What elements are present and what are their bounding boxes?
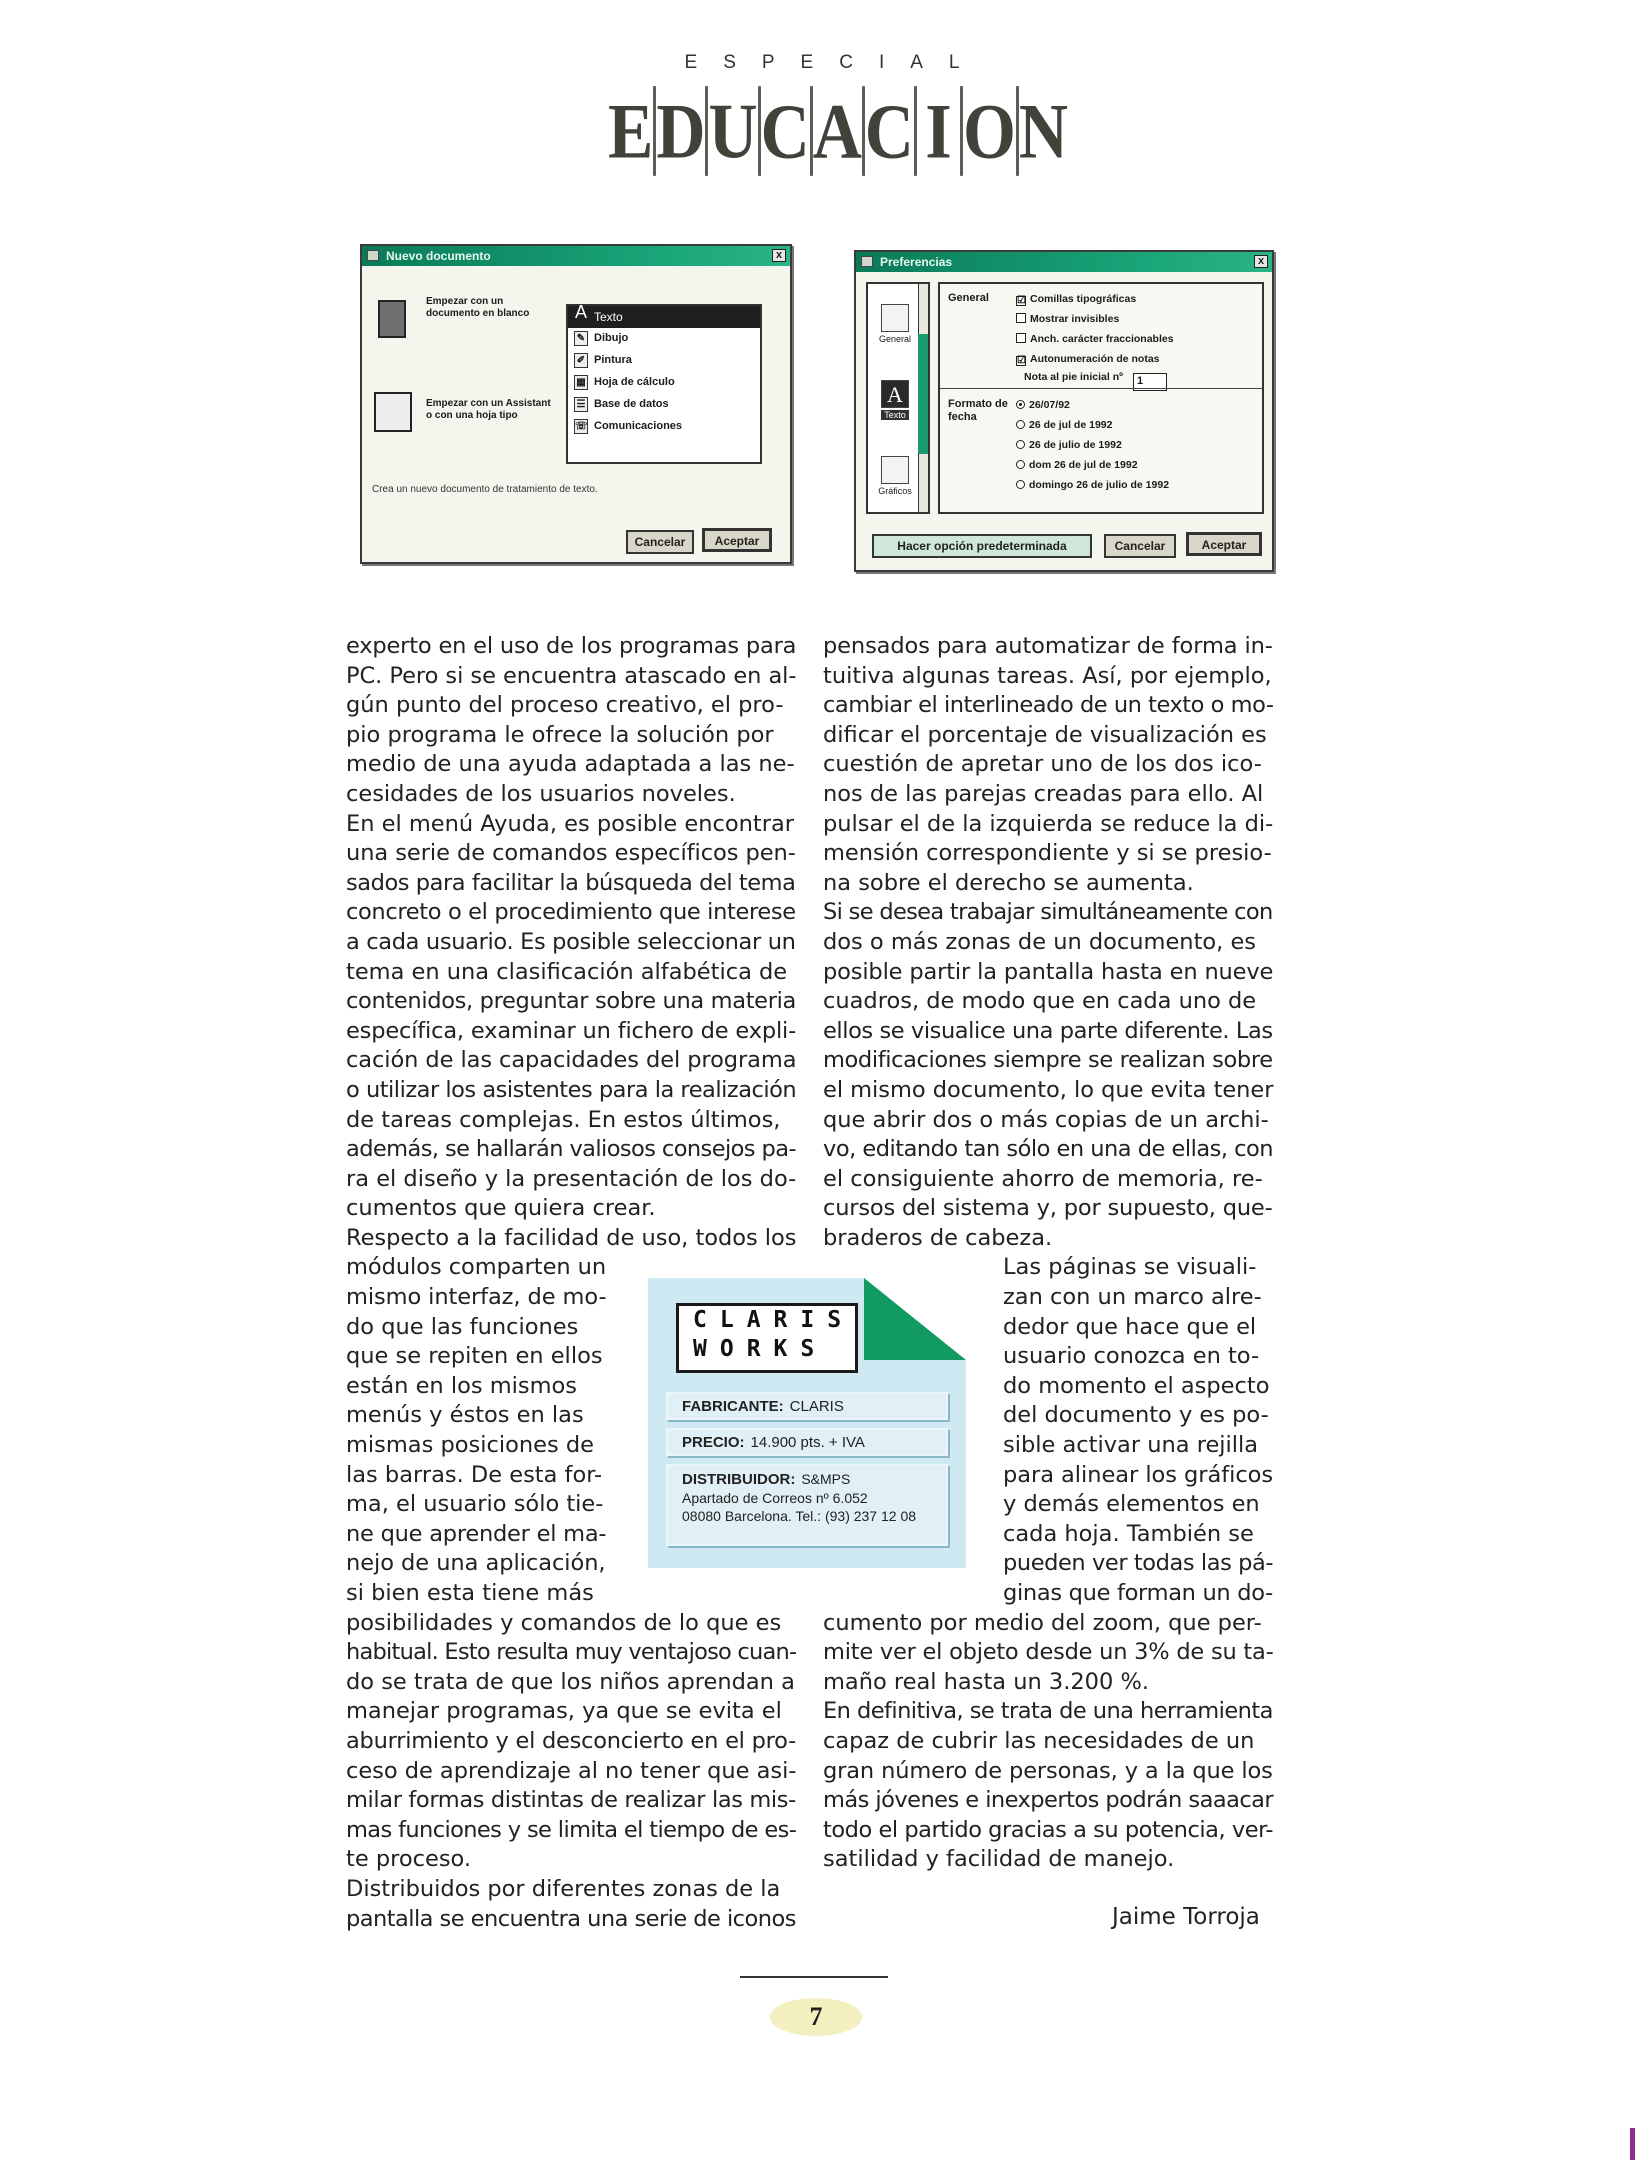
database-icon: ☰ (574, 397, 588, 412)
text-line: módulos comparten un (346, 1254, 607, 1281)
text-line: sible activar una rejilla (1003, 1432, 1259, 1459)
text-line: ne que aprender el ma- (346, 1520, 607, 1547)
text-line: na sobre el derecho se aumenta. (823, 869, 1194, 896)
checkbox[interactable]: ☑ (1017, 295, 1026, 306)
app-icon (367, 250, 379, 261)
text-line: el mismo documento, lo que evita tener (823, 1076, 1274, 1103)
checkbox[interactable] (1016, 333, 1026, 343)
page-number: 7 (809, 2002, 823, 2031)
text-line: usuario conozca en to- (1003, 1343, 1260, 1370)
text-line: concreto o el procedimiento que interese (346, 899, 796, 926)
dialog-title: Nuevo documento (386, 249, 491, 263)
section-kicker: ESPECIAL (684, 52, 986, 73)
text-line: dificar el porcentaje de visualización es (823, 721, 1267, 748)
price-row (666, 1428, 948, 1456)
checkbox-row[interactable]: ☑ Comillas tipográficas (1017, 293, 1137, 306)
text-line: Distribuidos por diferentes zonas de la (346, 1875, 781, 1902)
text-line: te proceso. (346, 1846, 472, 1873)
product-info-box (648, 1278, 966, 1568)
title-letter: O (960, 86, 1016, 176)
checkbox[interactable]: ☑ (1017, 355, 1026, 366)
note-start-row: Nota al pie inicial nº 1 (1024, 370, 1167, 391)
text-line: PC. Pero si se encuentra atascado en al- (346, 662, 797, 689)
text-line: pio programa le ofrece la solución por (346, 721, 774, 748)
title-letter: A (810, 86, 862, 176)
text-line: de tareas complejas. En estos últimos, (346, 1106, 781, 1133)
text-line: do se trata de que los niños aprendan a (346, 1668, 795, 1695)
distributor-label: DISTRIBUIDOR: (682, 1471, 796, 1488)
text-line: están en los mismos (346, 1372, 578, 1399)
category-graphics[interactable]: Gráficos (872, 456, 918, 496)
text-line: mismas posiciones de (346, 1432, 594, 1459)
text-line: pantalla se encuentra una serie de iconos (346, 1905, 796, 1932)
text-line: dos o más zonas de un documento, es (823, 928, 1257, 955)
text-line: pensados para automatizar de forma in- (823, 633, 1273, 659)
title-letter: D (653, 86, 705, 176)
text-line: mas funciones y se limita el tiempo de es- (346, 1816, 797, 1843)
cancel-button[interactable]: Cancelar (1104, 534, 1176, 558)
section-title (608, 87, 1068, 175)
text-line: aburrimiento y el desconcierto en el pro- (346, 1727, 796, 1754)
text-type-icon: A (574, 302, 587, 322)
text-line: para alinear los gráficos (1003, 1461, 1274, 1488)
list-item[interactable]: ✎ Dibujo (568, 328, 760, 350)
option-assistant-label[interactable]: Empezar con un Assistant o con una hoja tipo (426, 398, 551, 421)
text-line: milar formas distintas de realizar las mis- (346, 1787, 796, 1814)
option-blank-label[interactable]: Empezar con un documento en blanco (426, 296, 530, 319)
maker-value: CLARIS (789, 1398, 844, 1415)
text-line: posibilidades y comandos de lo que es (346, 1609, 782, 1636)
text-line: En el menú Ayuda, es posible encontrar (346, 810, 795, 837)
cancel-button[interactable]: Cancelar (626, 530, 694, 554)
text-line: cuestión de apretar uno de los dos ico- (823, 751, 1262, 778)
spreadsheet-icon: ▦ (574, 375, 588, 390)
text-line: habitual. Esto resulta muy ventajoso cuan- (346, 1639, 797, 1666)
radio-button[interactable] (1016, 460, 1025, 469)
blank-document-icon[interactable] (378, 300, 406, 338)
general-label: General (948, 292, 989, 304)
text-line: cumentos que quiera crear. (346, 1195, 656, 1222)
text-line: gran número de personas, y a la que los (823, 1757, 1273, 1784)
text-line: pulsar el de la izquierda se reduce la di- (823, 810, 1274, 837)
title-letter: U (705, 86, 757, 176)
text-line: cación de las capacidades del programa (346, 1047, 797, 1074)
text-line: cumento por medio del zoom, que per- (823, 1609, 1262, 1636)
radio-button[interactable] (1016, 420, 1025, 429)
text-line: tema en una clasificación alfabética de (346, 958, 788, 985)
status-text: Crea un nuevo documento de tratamiento de texto. (372, 484, 598, 495)
radio-button[interactable] (1016, 400, 1025, 409)
text-line: vo, editando tan sólo en una de ellas, con (823, 1136, 1274, 1163)
text-line: experto en el uso de los programas para (346, 633, 797, 659)
text-line: do que las funciones (346, 1313, 579, 1340)
date-format-label: Formato de fecha (948, 398, 1008, 423)
maker-label: FABRICANTE: (682, 1398, 784, 1415)
preferences-panel (938, 282, 1264, 514)
scrollbar[interactable] (918, 284, 928, 512)
text-line: cesidades de los usuarios noveles. (346, 780, 736, 807)
text-line: capaz de cubrir las necesidades de un (823, 1727, 1255, 1754)
graphics-icon (881, 456, 909, 484)
checkbox-row[interactable]: Mostrar invisibles (1016, 312, 1119, 326)
title-letter: C (758, 86, 810, 176)
text-line: a cada usuario. Es posible seleccionar un (346, 928, 796, 955)
text-line: el consiguiente ahorro de memoria, re- (823, 1165, 1263, 1192)
text-line: ma, el usuario sólo tie- (346, 1491, 604, 1518)
text-line: todo el partido gracias a su potencia, ver- (823, 1816, 1274, 1843)
list-item[interactable]: ▦ Hoja de cálculo (568, 372, 760, 394)
distributor-phone: 08080 Barcelona. Tel.: (93) 237 12 08 (682, 1508, 917, 1524)
distributor-address: Apartado de Correos nº 6.052 (682, 1490, 868, 1506)
radio-row[interactable]: dom 26 de jul de 1992 (1016, 458, 1138, 472)
text-line: menús y éstos en las (346, 1402, 584, 1429)
ok-button[interactable]: Aceptar (1186, 532, 1262, 556)
logo-line: CLARIS (693, 1307, 855, 1333)
text-line: mensión correspondiente y si se presio- (823, 840, 1272, 867)
edge-mark (1630, 2128, 1635, 2160)
text-line: sados para facilitar la búsqueda del tema (346, 869, 796, 896)
text-line: Las páginas se visuali- (1003, 1254, 1257, 1281)
text-line: nos de las parejas creadas para ello. Al (823, 780, 1264, 807)
text-line: ra el diseño y la presentación de los do- (346, 1165, 797, 1192)
text-line: cuadros, de modo que en cada uno de (823, 988, 1257, 1015)
preferences-category-list[interactable] (866, 282, 930, 514)
text-line: do momento el aspecto (1003, 1372, 1270, 1399)
new-document-dialog (360, 244, 792, 564)
dialog-titlebar[interactable] (362, 246, 790, 266)
text-line: Si se desea trabajar simultáneamente con (823, 899, 1273, 926)
checkbox[interactable] (1016, 313, 1026, 323)
distributor-name: S&MPS (801, 1471, 851, 1487)
text-line: contenidos, preguntar sobre una materia (346, 988, 796, 1015)
article-column-right (823, 632, 1273, 1875)
text-line: tuitiva algunas tareas. Así, por ejemplo, (823, 662, 1272, 689)
distributor-block (666, 1464, 948, 1546)
document-type-list[interactable] (566, 304, 762, 464)
checkbox-row[interactable]: Anch. carácter fraccionables (1016, 332, 1174, 346)
text-line: braderos de cabeza. (823, 1224, 1053, 1251)
text-line: o utilizar los asistentes para la realización (346, 1076, 797, 1103)
ok-button[interactable]: Aceptar (702, 528, 772, 552)
radio-button[interactable] (1016, 480, 1025, 489)
logo-line: WORKS (693, 1336, 828, 1362)
radio-row[interactable]: 26/07/92 (1016, 398, 1070, 412)
text-line: mite ver el objeto desde un 3% de su ta- (823, 1639, 1274, 1666)
text-line: nejo de una aplicación, (346, 1550, 606, 1577)
dialog-title: Preferencias (880, 255, 953, 269)
text-line: que abrir dos o más copias de un archi- (823, 1106, 1269, 1133)
list-item[interactable]: ✐ Pintura (568, 350, 760, 372)
text-line: mismo interfaz, de mo- (346, 1284, 607, 1311)
text-line: una serie de comandos específicos pen- (346, 840, 796, 867)
footer-rule (740, 1976, 888, 1978)
text-line: modificaciones siempre se realizan sobre (823, 1047, 1273, 1074)
close-icon[interactable]: x (772, 249, 786, 262)
price-value: 14.900 pts. + IVA (750, 1434, 865, 1451)
text-line: más jóvenes e inexpertos podrán saaacar (823, 1787, 1274, 1814)
text-line: Respecto a la facilidad de uso, todos los (346, 1224, 797, 1251)
text-line: dedor que hace que el (1003, 1313, 1257, 1340)
text-line: medio de una ayuda adaptada a las ne- (346, 751, 795, 778)
divider (940, 388, 1262, 389)
scrollbar-thumb[interactable] (918, 334, 928, 454)
category-text[interactable]: A Texto (872, 380, 918, 420)
text-line: satilidad y facilidad de manejo. (823, 1846, 1175, 1873)
preferences-dialog (854, 250, 1274, 572)
app-icon (861, 256, 873, 267)
text-line: cambiar el interlineado de un texto o mo- (823, 692, 1274, 719)
price-label: PRECIO: (682, 1434, 745, 1451)
list-item[interactable]: ☏ Comunicaciones (575, 420, 683, 432)
text-line: cada hoja. También se (1003, 1520, 1254, 1547)
note-number-input[interactable]: 1 (1133, 373, 1167, 391)
title-letter: I (914, 86, 960, 176)
text-line: que se repiten en ellos (346, 1343, 603, 1370)
text-line: cursos del sistema y, por supuesto, que- (823, 1195, 1273, 1222)
text-line: ellos se visualice una parte diferente. Las (823, 1017, 1273, 1044)
communications-icon: ☏ (575, 421, 588, 432)
radio-button[interactable] (1016, 440, 1025, 449)
text-line: maño real hasta un 3.200 %. (823, 1668, 1149, 1695)
author-signature: Jaime Torroja (1112, 1904, 1260, 1930)
text-line: y demás elementos en (1003, 1491, 1260, 1518)
text-line: posible partir la pantalla hasta en nueve (823, 958, 1274, 985)
text-line: manejar programas, ya que se evita el (346, 1698, 782, 1725)
maker-row (666, 1392, 948, 1420)
checkbox-row[interactable]: ☑ Autonumeración de notas (1017, 353, 1160, 366)
title-letter: N (1016, 86, 1068, 176)
drawing-icon: ✎ (574, 331, 588, 346)
text-line: zan con un marco alre- (1003, 1284, 1262, 1311)
text-line: pueden ver todas las pá- (1003, 1550, 1274, 1577)
radio-row[interactable]: 26 de julio de 1992 (1016, 438, 1122, 452)
list-item[interactable]: ☰ Base de datos (568, 394, 760, 416)
text-line: del documento y es po- (1003, 1402, 1269, 1429)
text-line: gún punto del proceso creativo, el pro- (346, 692, 784, 719)
set-default-button[interactable]: Hacer opción predeterminada (872, 534, 1092, 558)
text-line: ginas que forman un do- (1003, 1580, 1273, 1606)
text-line: las barras. De esta for- (346, 1461, 603, 1488)
text-line: En definitiva, se trata de una herramienta (823, 1698, 1273, 1725)
dialog-titlebar[interactable] (856, 252, 1272, 272)
text-icon: A (881, 380, 909, 408)
text-line: si bien esta tiene más (346, 1580, 594, 1606)
general-icon (881, 304, 909, 332)
paint-icon: ✐ (574, 353, 588, 368)
text-line: además, se hallarán valiosos consejos pa- (346, 1136, 796, 1163)
assistant-icon[interactable] (374, 392, 412, 432)
title-letter: C (862, 86, 914, 176)
list-item[interactable]: A Texto (568, 306, 760, 328)
text-line: ceso de aprendizaje al no tener que asi- (346, 1757, 797, 1784)
radio-row[interactable]: domingo 26 de julio de 1992 (1016, 478, 1169, 492)
title-letter: E (608, 87, 654, 175)
category-general[interactable]: General (872, 304, 918, 344)
radio-row[interactable]: 26 de jul de 1992 (1016, 418, 1112, 432)
text-line: específica, examinar un fichero de expli- (346, 1017, 797, 1044)
product-logo (676, 1303, 858, 1373)
close-icon[interactable]: x (1254, 255, 1268, 268)
